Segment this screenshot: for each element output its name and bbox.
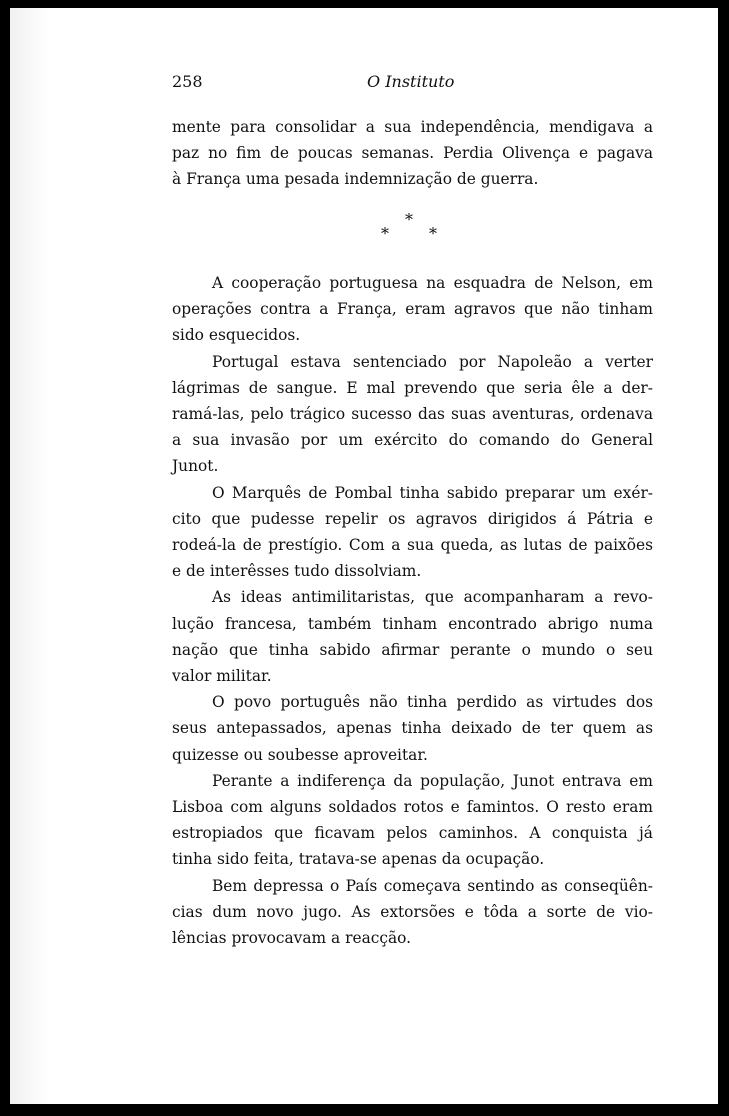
text-line: lências provocavam a reacção.	[172, 929, 412, 948]
text-line: Junot.	[172, 457, 219, 476]
asterisk: *	[405, 210, 413, 229]
text-line: rodeá-la de prestígio. Com a sua queda, as lutas de paixões	[172, 536, 653, 555]
text-line: paz no fim de poucas semanas. Perdia Olivença e pagava	[172, 144, 653, 163]
asterisk: *	[429, 224, 437, 243]
text-line: e de interêsses tudo dissolviam.	[172, 562, 422, 581]
text-line: operações contra a França, eram agravos que não tinham	[172, 300, 653, 319]
paragraph	[172, 270, 653, 349]
text-line: mente para consolidar a sua independência, mendigava a	[172, 118, 653, 136]
text-line: a sua invasão por um exército do comando do General	[172, 431, 653, 450]
text-line: Perante a indiferença da população, Junot entrava em	[212, 771, 653, 790]
paragraph	[172, 768, 653, 873]
text-line: O povo português não tinha perdido as virtudes dos	[212, 693, 653, 712]
text-line: As ideas antimilitaristas, que acompanharam a revo-	[212, 588, 653, 607]
running-title: O Instituto	[367, 72, 455, 91]
paragraph	[172, 480, 653, 585]
book-page	[10, 8, 718, 1104]
main-text	[172, 270, 653, 951]
text-line: seus antepassados, apenas tinha deixado de ter quem as	[172, 719, 653, 738]
text-line: sido esquecidos.	[172, 326, 301, 345]
asterisk: *	[381, 224, 389, 243]
text-line: lução francesa, também tinham encontrado abrigo numa	[172, 614, 653, 633]
text-line: valor militar.	[172, 667, 272, 686]
text-line: O Marquês de Pombal tinha sabido preparar um exér-	[212, 483, 653, 502]
text-line: Portugal estava sentenciado por Napoleão a verter	[212, 352, 653, 371]
text-line: nação que tinha sabido afirmar perante o mundo o seu	[172, 640, 653, 659]
page-header	[172, 72, 652, 96]
intro-paragraph	[172, 114, 653, 193]
section-divider-asterisks	[375, 210, 455, 254]
paragraph	[172, 689, 653, 768]
text-line: ramá-las, pelo trágico sucesso das suas aventuras, ordenava	[172, 405, 653, 424]
text-line: cito que pudesse repelir os agravos dirigidos á Pátria e	[172, 509, 653, 528]
page-number: 258	[172, 72, 203, 91]
text-line: lágrimas de sangue. E mal prevendo que seria êle a der-	[172, 378, 653, 397]
paragraph	[172, 349, 653, 480]
text-line: quizesse ou soubesse aproveitar.	[172, 745, 428, 764]
text-line: estropiados que ficavam pelos caminhos. A conquista já	[172, 824, 653, 843]
text-line: Bem depressa o País começava sentindo as conseqüên-	[212, 876, 653, 895]
text-line: tinha sido feita, tratava-se apenas da ocupação.	[172, 850, 545, 869]
text-line: cias dum novo jugo. As extorsões e tôda a sorte de vio-	[172, 902, 653, 921]
paragraph	[172, 584, 653, 689]
text-line: A cooperação portuguesa na esquadra de Nelson, em	[212, 274, 653, 292]
paragraph	[172, 873, 653, 952]
text-line: Lisboa com alguns soldados rotos e famintos. O resto eram	[172, 798, 653, 817]
text-line: à França uma pesada indemnização de guerra.	[172, 170, 539, 189]
